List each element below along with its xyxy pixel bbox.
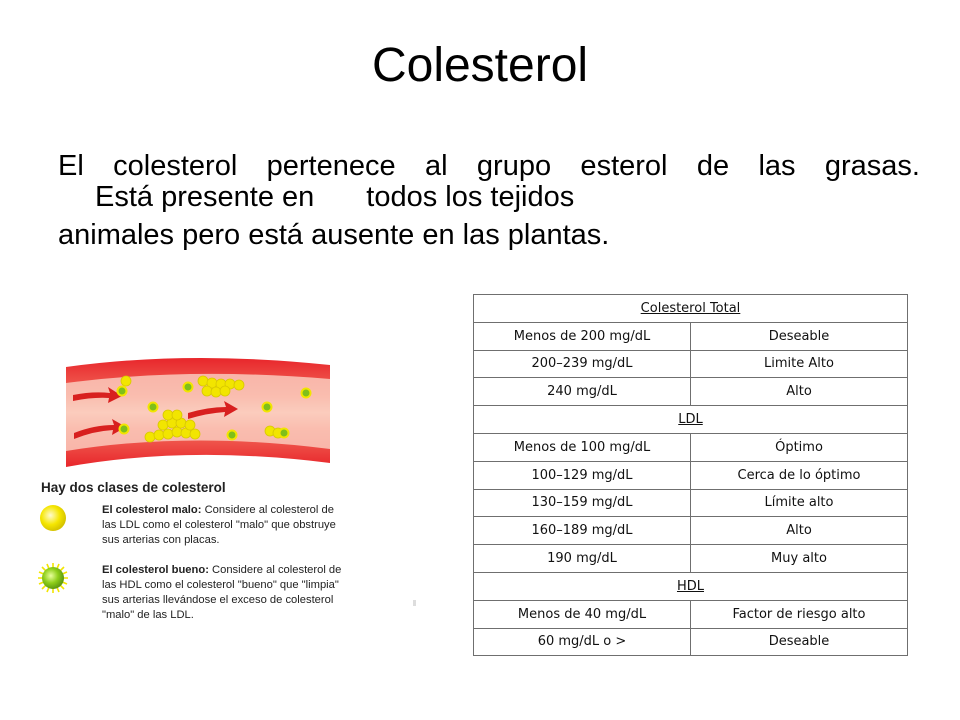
- good-cholesterol-description: Considere al colesterol de las HDL como el colesterol "bueno" que "limpia" sus arterias llevándose el exceso de colesterol "malo" de las LDL.: [102, 564, 342, 621]
- table-cell-category: Alto: [691, 378, 908, 406]
- table-cell-range: 240 mg/dL: [474, 378, 691, 406]
- table-cell-category: Alto: [691, 517, 908, 545]
- good-cholesterol-text: [102, 563, 347, 623]
- table-cell-category: Limite Alto: [691, 350, 908, 378]
- intro-line-1: El colesterol pertenece al grupo esterol de las grasas.: [58, 150, 920, 182]
- table-cell-range: 100–129 mg/dL: [474, 461, 691, 489]
- table-cell-range: Menos de 100 mg/dL: [474, 433, 691, 461]
- page-title: Colesterol: [371, 39, 589, 92]
- table-row: [474, 600, 908, 628]
- green-spiky-ball-icon: [38, 563, 68, 593]
- table-row: [474, 461, 908, 489]
- table-cell-range: 160–189 mg/dL: [474, 517, 691, 545]
- cholesterol-levels-table: [473, 294, 908, 656]
- section-header-ldl: LDL: [474, 406, 908, 434]
- intro-line-2-part-a: Está presente en: [95, 181, 315, 213]
- table-cell-category: Deseable: [691, 322, 908, 350]
- section-header-hdl: HDL: [474, 572, 908, 600]
- table-row: [474, 628, 908, 656]
- intro-line-3: animales pero está ausente en las plantas.: [58, 219, 610, 251]
- divider-mark: [413, 600, 416, 606]
- table-cell-range: Menos de 200 mg/dL: [474, 322, 691, 350]
- cholesterol-illustration: [38, 345, 342, 645]
- good-cholesterol-label: El colesterol bueno:: [102, 564, 209, 576]
- table-cell-range: 190 mg/dL: [474, 545, 691, 573]
- table-section-header: [474, 572, 908, 600]
- table-row: [474, 545, 908, 573]
- table-row: [474, 489, 908, 517]
- table-cell-range: 130–159 mg/dL: [474, 489, 691, 517]
- table-cell-category: Óptimo: [691, 433, 908, 461]
- illustration-heading: Hay dos clases de colesterol: [41, 480, 226, 495]
- table-cell-range: 200–239 mg/dL: [474, 350, 691, 378]
- table-row: [474, 433, 908, 461]
- intro-line-2: [95, 181, 574, 213]
- intro-line-2-part-b: todos los tejidos: [366, 181, 575, 213]
- yellow-ball-icon: [38, 503, 68, 533]
- table-row: [474, 378, 908, 406]
- table-section-header: [474, 295, 908, 323]
- table-cell-category: Muy alto: [691, 545, 908, 573]
- section-header-total: Colesterol Total: [474, 295, 908, 323]
- table-cell-category: Cerca de lo óptimo: [691, 461, 908, 489]
- table-cell-category: Deseable: [691, 628, 908, 656]
- table-section-header: [474, 406, 908, 434]
- bad-cholesterol-description: Considere al colesterol de las LDL como el colesterol "malo" que obstruye sus arterias con placas.: [102, 504, 336, 546]
- table-cell-category: Límite alto: [691, 489, 908, 517]
- table-cell-category: Factor de riesgo alto: [691, 600, 908, 628]
- table-row: [474, 322, 908, 350]
- table-cell-range: Menos de 40 mg/dL: [474, 600, 691, 628]
- table-cell-range: 60 mg/dL o >: [474, 628, 691, 656]
- table-row: [474, 350, 908, 378]
- artery-illustration: [38, 345, 338, 475]
- bad-cholesterol-text: [102, 503, 347, 548]
- table-row: [474, 517, 908, 545]
- bad-cholesterol-label: El colesterol malo:: [102, 504, 202, 516]
